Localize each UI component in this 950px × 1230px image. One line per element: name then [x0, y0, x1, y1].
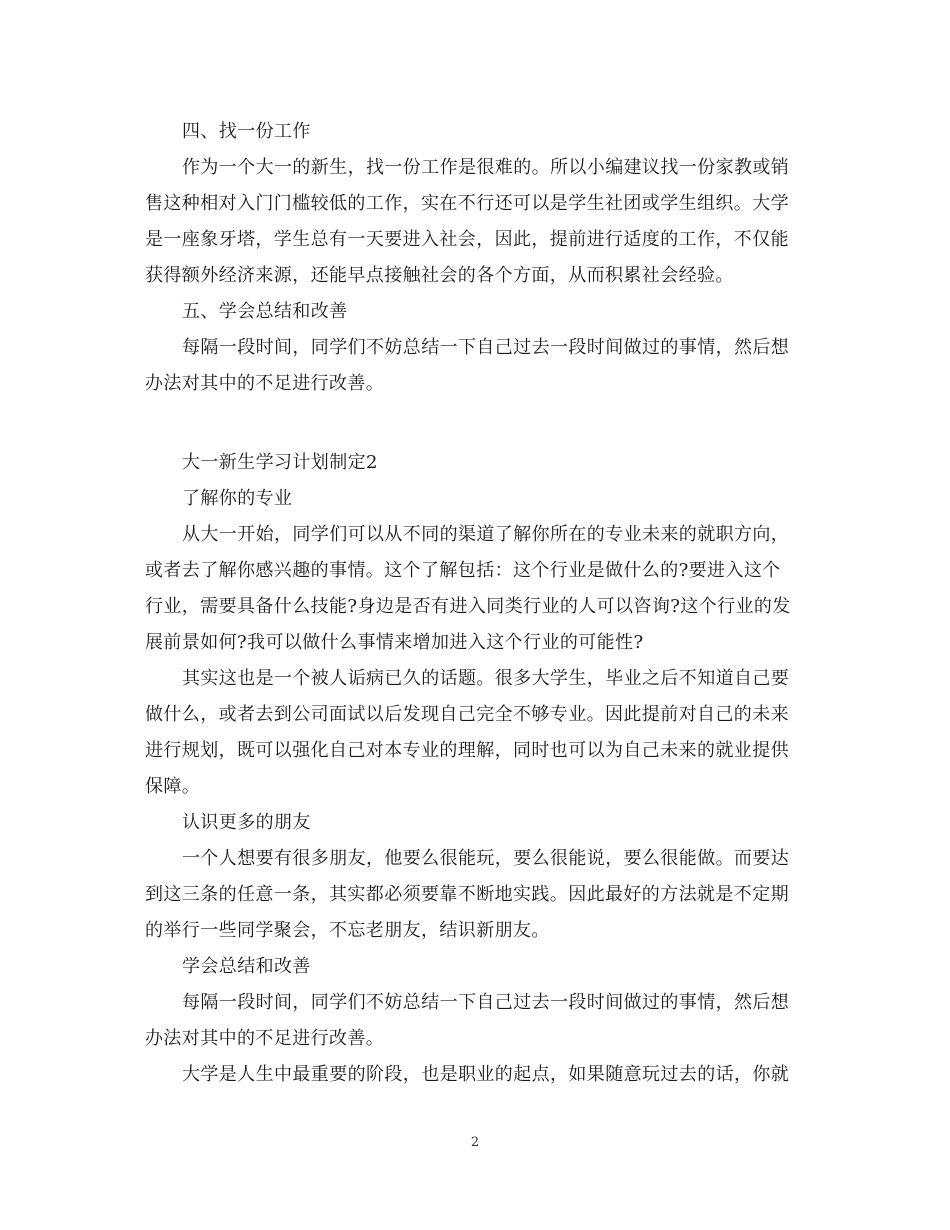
page-number: 2 [470, 1135, 480, 1150]
paragraph-line: 作为一个大一的新生，找一份工作是很难的。所以小编建议找一份家教或销 [182, 157, 790, 178]
paragraph-line: 行业，需要具备什么技能?身边是否有进入同类行业的人可以咨询?这个行业的发 [145, 596, 791, 617]
paragraph-line: 售这种相对入门门槛较低的工作，实在不行还可以是学生社团或学生组织。大学 [145, 193, 789, 214]
paragraph-line: 的举行一些同学聚会，不忘老朋友，结识新朋友。 [145, 920, 550, 941]
paragraph-line: 大学是人生中最重要的阶段，也是职业的起点，如果随意玩过去的话，你就 [182, 1064, 790, 1085]
section-heading: 四、找一份工作 [182, 121, 311, 142]
paragraph-line: 保障。 [145, 776, 201, 797]
spacer [145, 438, 807, 445]
paragraph-line: 是一座象牙塔，学生总有一天要进入社会，因此，提前进行适度的工作，不仅能 [145, 229, 789, 250]
paragraph-line: 进行规划，既可以强化自己对本专业的理解，同时也可以为自己未来的就业提供 [145, 740, 789, 761]
paragraph-line: 每隔一段时间，同学们不妨总结一下自己过去一段时间做过的事情，然后想 [182, 337, 790, 358]
document-body [145, 114, 807, 1093]
paragraph-line: 到这三条的任意一条，其实都必须要靠不断地实践。因此最好的方法就是不定期 [145, 884, 789, 905]
blank-line [145, 402, 807, 438]
document-title: 大一新生学习计划制定2 [182, 452, 378, 473]
paragraph-line: 办法对其中的不足进行改善。 [145, 1028, 385, 1049]
section-heading: 了解你的专业 [182, 488, 293, 509]
paragraph-line: 每隔一段时间，同学们不妨总结一下自己过去一段时间做过的事情，然后想 [182, 992, 790, 1013]
section-heading: 学会总结和改善 [182, 956, 311, 977]
paragraph-line: 一个人想要有很多朋友，他要么很能玩，要么很能说，要么很能做。而要达 [182, 848, 790, 869]
paragraph-line: 获得额外经济来源，还能早点接触社会的各个方面，从而积累社会经验。 [145, 265, 734, 286]
section-heading: 认识更多的朋友 [182, 812, 311, 833]
section-heading: 五、学会总结和改善 [182, 301, 348, 322]
paragraph-line: 办法对其中的不足进行改善。 [145, 373, 385, 394]
paragraph-line: 做什么，或者去到公司面试以后发现自己完全不够专业。因此提前对自己的未来 [145, 704, 789, 725]
paragraph-line: 或者去了解你感兴趣的事情。这个了解包括：这个行业是做什么的?要进入这个 [145, 560, 781, 581]
paragraph-line: 其实这也是一个被人诟病已久的话题。很多大学生，毕业之后不知道自己要 [182, 668, 790, 689]
paragraph-line: 展前景如何?我可以做什么事情来增加进入这个行业的可能性? [145, 632, 644, 653]
paragraph-line: 从大一开始，同学们可以从不同的渠道了解你所在的专业未来的就职方向， [182, 524, 790, 545]
